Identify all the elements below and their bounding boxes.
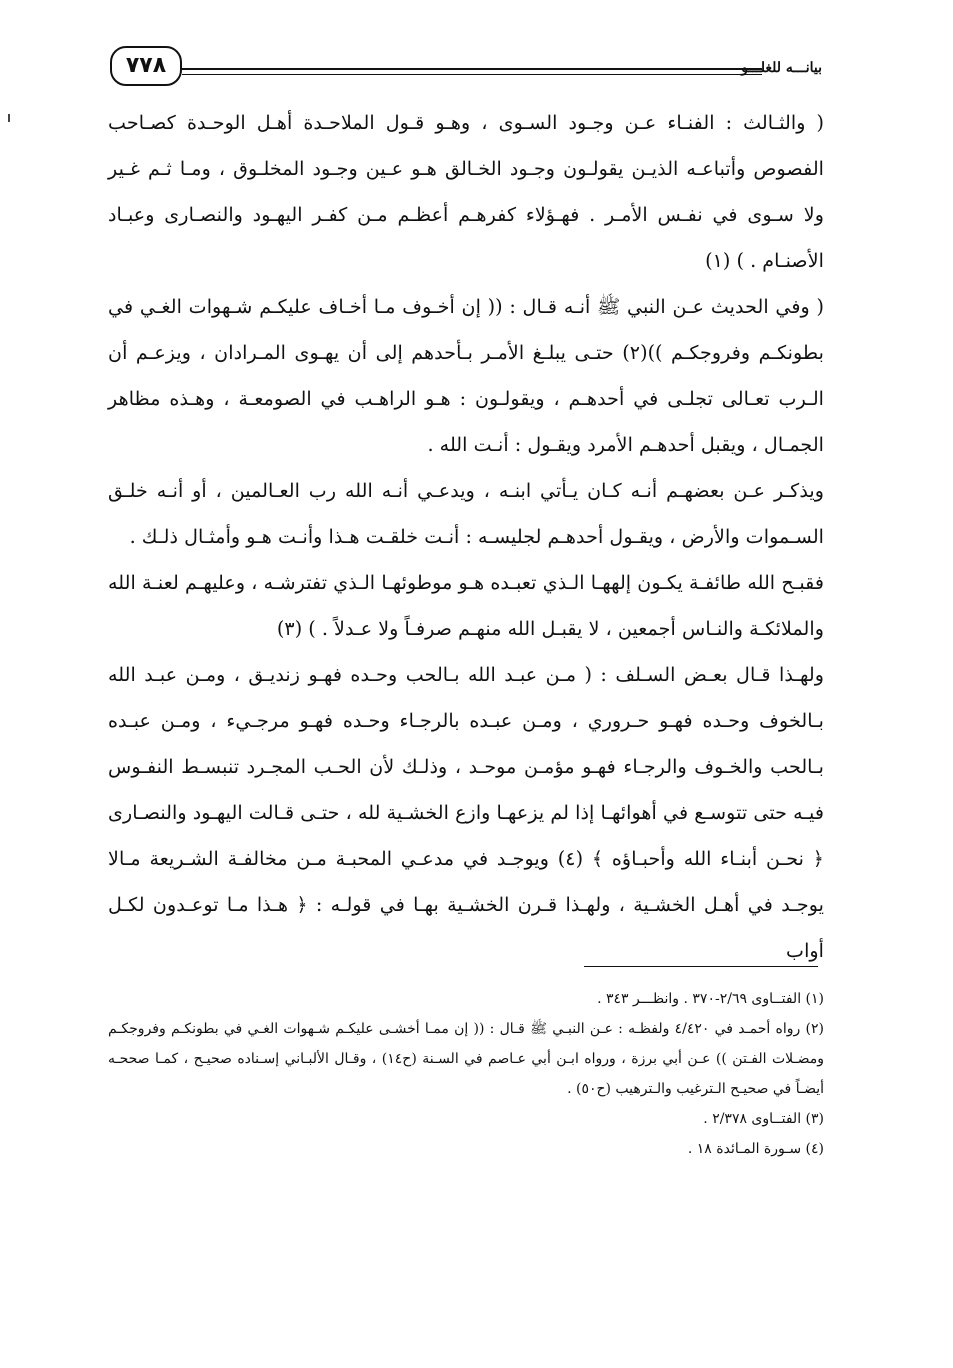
footnote: (٢) رواه أحمـد في ٤/٤٢٠ ولفظـه : عـن النبـي ﷺ قـال : (( إن ممـا أخشـى عليكـم شـهوات الغـي في بطونكـم وفروجكـم ومضـلات الفـتن )) عـن أبي برزة ، ورواه ابـن أبي عـاصم في السـنة (ح١٤) ، وقـال الألبـاني إسـناده صحيـح ، كمـا صححـه أيضـاً في صحيـح الـترغيب والـترهيب (ح٥٠) . [108,1021,825,1097]
paragraph: ويذكـر عـن بعضهـم أنـه كـان يـأتي ابنـه ، ويدعـي أنـه الله رب العـالمين ، أو أنـه خلـق السـموات والأرض ، ويقـول أحدهـم لجليسـه : أنـت خلقـت هـذا وأنـت هـو وأمثـال ذلـك . [108,479,824,548]
running-title: بيانـــه للغلـــو [741,60,822,76]
footnote-separator [584,966,818,967]
footnote: (١) الفتــاوى ٢/٦٩-٣٧٠ . وانظـــر ٣٤٣ . [597,991,824,1007]
page-header [110,46,822,92]
header-rule-thin [182,74,762,75]
footnote: (٤) سـورة المـائدة ١٨ . [687,1141,824,1157]
paragraph: فقبـح الله طائفـة يكـون إلههـا الـذي تعبـده هـو موطوئهـا الـذي تفترشـه ، وعليهـم لعنـة الله والملائكـة والنـاس أجمعين ، لا يقبـل الله منهـم صرفـاً ولا عـدلاً . ) (٣) [108,571,824,640]
paragraph: ( والثـالث : الفنـاء عـن وجـود السـوى ، وهـو قـول الملاحـدة أهـل الوحـدة كصـاحب الفصوص وأتباعـه الذيـن يقولـون وجـود الخـالق هـو عـين وجـود المخلـوق ، ومـا ثـم غـير ولا سـوى في نفـس الأمـر . فهـؤلاء كفرهـم أعظـم مـن كفـر اليهـود والنصـارى وعبـاد الأصنـام . ) (١) [108,111,824,272]
main-text [108,100,824,974]
scan-mark [8,114,10,122]
footnotes [108,984,824,1164]
paragraph: ولهـذا قـال بعـض السـلف : ( مـن عبـد الله بـالحب وحـده فهـو زنديـق ، ومـن عبـد الله بـالخوف وحـده فهـو حـروري ، ومـن عبـده بالرجـاء وحـده فهـو مرجـيء ، ومـن عبـده بـالحب والخـوف والرجـاء فهـو مؤمـن موحـد ، وذلـك لأن الحـب المجـرد تنبسـط النفـوس فيـه حتى تتوسـع في أهوائهـا إذا لم يزعهـا وازع الخشـية لله ، حتـى قـالت اليهـود والنصـارى ﴿ نحـن أبنـاء الله وأحبـاؤه ﴾ (٤) ويوجـد في مدعـي المحبـة مـن مخالفـة الشـريعة مـالا يوجـد في أهـل الخشـية ، ولهـذا قـرن الخشـية بهـا في قولـه : ﴿ هـذا مـا توعـدون لكـل أواب [108,663,824,962]
page-number: ٧٧٨ [110,46,182,86]
paragraph: ( وفي الحديث عـن النبي ﷺ أنـه قـال : (( إن أخـوف مـا أخـاف عليكـم شـهوات الغـي في بطونكـم وفروجكـم ))(٢) حتـى يبلـغ الأمـر بـأحدهم إلى أن يهـوى المـرادان ، ويزعـم أن الـرب تعـالى تجلـى في أحدهـم ، ويقولـون : هـو الراهـب في الصومعـة ، وهـذه مظاهر الجمـال ، ويقبل أحدهـم الأمرد ويقـول : أنـت الله . [108,295,825,456]
header-rule [182,68,762,70]
footnote: (٣) الفتــاوى ٢/٣٧٨ . [703,1111,824,1127]
